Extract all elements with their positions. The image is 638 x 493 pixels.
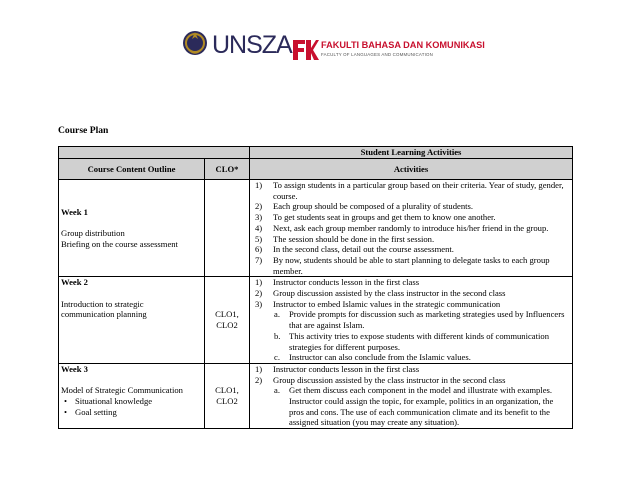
faculty-name: FAKULTI BAHASA DAN KOMUNIKASI: [321, 40, 485, 50]
activities-cell: [250, 277, 573, 364]
content-line: Group distribution: [61, 228, 125, 239]
week-label: Week 1: [61, 206, 88, 217]
bullet-item: • Situational knowledge: [61, 396, 202, 407]
faculty-mark-icon: [291, 38, 319, 62]
activity-item: 2) Group discussion assisted by the class instructor in the second class: [255, 288, 506, 299]
column-header-content: Course Content Outline: [59, 159, 205, 180]
activity-item: 6) In the second class, detail out the course assessment.: [255, 244, 454, 255]
week-label: Week 2: [61, 277, 88, 288]
group-header: Student Learning Activities: [250, 147, 573, 159]
content-line: Model of Strategic Communication: [61, 385, 183, 396]
sub-activity-item: a. Get them discuss each component in the model and illustrate with examples. Instructor could assign the topic, for example, politics in an organization, the pros and cons. The use of each communication climate and its benefit to the assigned situation (you may create any situation).: [274, 385, 554, 428]
table-row: [59, 180, 573, 277]
letterhead: [0, 26, 638, 76]
activity-item: 1) Instructor conducts lesson in the first class: [255, 363, 420, 374]
activity-item: 2) Each group should be composed of a plurality of students.: [255, 201, 474, 212]
clo-cell: [205, 363, 250, 428]
sub-activity-item: c. Instructor can also conclude from the Islamic values.: [274, 352, 471, 363]
unisza-crest-icon: [180, 26, 210, 62]
content-line: Briefing on the course assessment: [61, 238, 178, 249]
activity-item: 3) To get students seat in groups and get them to know one another.: [255, 212, 496, 223]
activity-item: 1) Instructor conducts lesson in the first class: [255, 277, 420, 288]
sub-activity-item: b. This activity tries to expose students with different kinds of communication strategies for different purposes.: [274, 330, 549, 352]
course-plan-table: [58, 146, 573, 429]
clo-cell: [205, 180, 250, 277]
content-line: communication planning: [61, 309, 147, 320]
activities-cell: [250, 180, 573, 277]
unisza-logo: [180, 26, 300, 66]
activity-item: 4) Next, ask each group member randomly to introduce his/her friend in the group.: [255, 222, 549, 233]
table-row: [59, 363, 573, 428]
activity-item: 1) To assign students in a particular group based on their criteria. Year of study, gender, course.: [255, 180, 564, 201]
faculty-logo: [291, 38, 485, 68]
clo-value: CLO1,: [215, 385, 239, 396]
faculty-subtitle: FACULTY OF LANGUAGES AND COMMUNICATION: [321, 52, 434, 57]
content-cell: [59, 180, 205, 277]
bullet-item: • Goal setting: [61, 407, 202, 418]
column-header-activities: Activities: [250, 159, 573, 180]
content-line: Introduction to strategic: [61, 298, 144, 309]
activity-item: 3) Instructor to embed Islamic values in the strategic communication: [255, 298, 501, 309]
column-header-clo: CLO*: [205, 159, 250, 180]
clo-value: CLO2: [216, 320, 238, 331]
activity-item: 7) By now, students should be able to start planning to delegate tasks to each group member.: [255, 254, 550, 276]
content-cell: [59, 277, 205, 364]
clo-cell: [205, 277, 250, 364]
activity-item: 2) Group discussion assisted by the class instructor in the second class: [255, 374, 506, 385]
clo-value: CLO1,: [215, 309, 239, 320]
activity-item: 5) The session should be done in the first session.: [255, 233, 435, 244]
page-title: Course Plan: [58, 125, 109, 136]
content-cell: [59, 363, 205, 428]
activities-cell: [250, 363, 573, 428]
sub-activity-item: a. Provide prompts for discussion such as marketing strategies used by Influencers that are against Islam.: [274, 309, 565, 331]
table-spacer-cell: [59, 147, 250, 159]
table-row: [59, 277, 573, 364]
clo-value: CLO2: [216, 396, 238, 407]
week-label: Week 3: [61, 363, 88, 374]
unisza-wordmark: UNSZA: [212, 31, 292, 59]
